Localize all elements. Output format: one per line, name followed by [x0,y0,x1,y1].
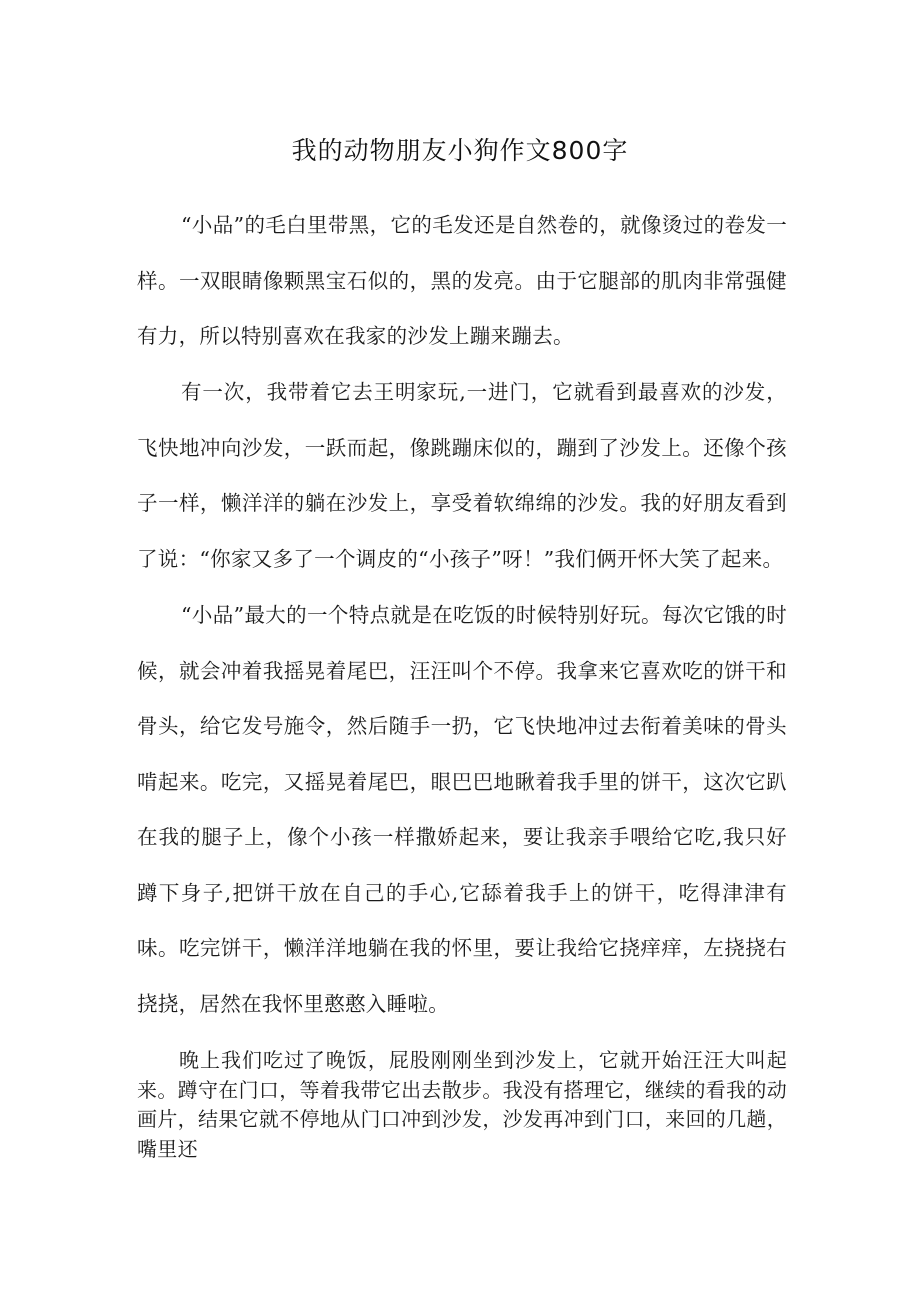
paragraph-appearance: “小品”的毛白里带黑，它的毛发还是自然卷的，就像烫过的卷发一样。一双眼睛像颗黑宝石似的，黑的发亮。由于它腿部的肌肉非常强健有力，所以特别喜欢在我家的沙发上蹦来蹦去。 [137,213,787,348]
document-title: 我的动物朋友小狗作文800字 [291,136,629,165]
paragraph-visit-friend: 有一次，我带着它去王明家玩,一进门，它就看到最喜欢的沙发，飞快地冲向沙发，一跃而起，像跳蹦床似的，蹦到了沙发上。还像个孩子一样，懒洋洋的躺在沙发上，享受着软绵绵的沙发。我的好朋友看到了说：“你家又多了一个调皮的“小孩子”呀！”我们俩开怀大笑了起来。 [137,380,787,571]
paragraph-evening: 晚上我们吃过了晚饭，屁股刚刚坐到沙发上，它就开始汪汪大叫起来。蹲守在门口，等着我带它出去散步。我没有搭理它，继续的看我的动画片，结果它就不停地从门口冲到沙发，沙发再冲到门口，来回的几趟，嘴里还 [137,1048,787,1161]
paragraph-mealtime: “小品”最大的一个特点就是在吃饭的时候特别好玩。每次它饿的时候，就会冲着我摇晃着尾巴，汪汪叫个不停。我拿来它喜欢吃的饼干和骨头，给它发号施令，然后随手一扔，它飞快地冲过去衔着美味的骨头啃起来。吃完，又摇晃着尾巴，眼巴巴地瞅着我手里的饼干，这次它趴在我的腿子上，像个小孩一样撒娇起来，要让我亲手喂给它吃,我只好蹲下身子,把饼干放在自己的手心,它舔着我手上的饼干，吃得津津有味。吃完饼干，懒洋洋地躺在我的怀里，要让我给它挠痒痒，左挠挠右挠挠，居然在我怀里憨憨入睡啦。 [137,603,787,1016]
